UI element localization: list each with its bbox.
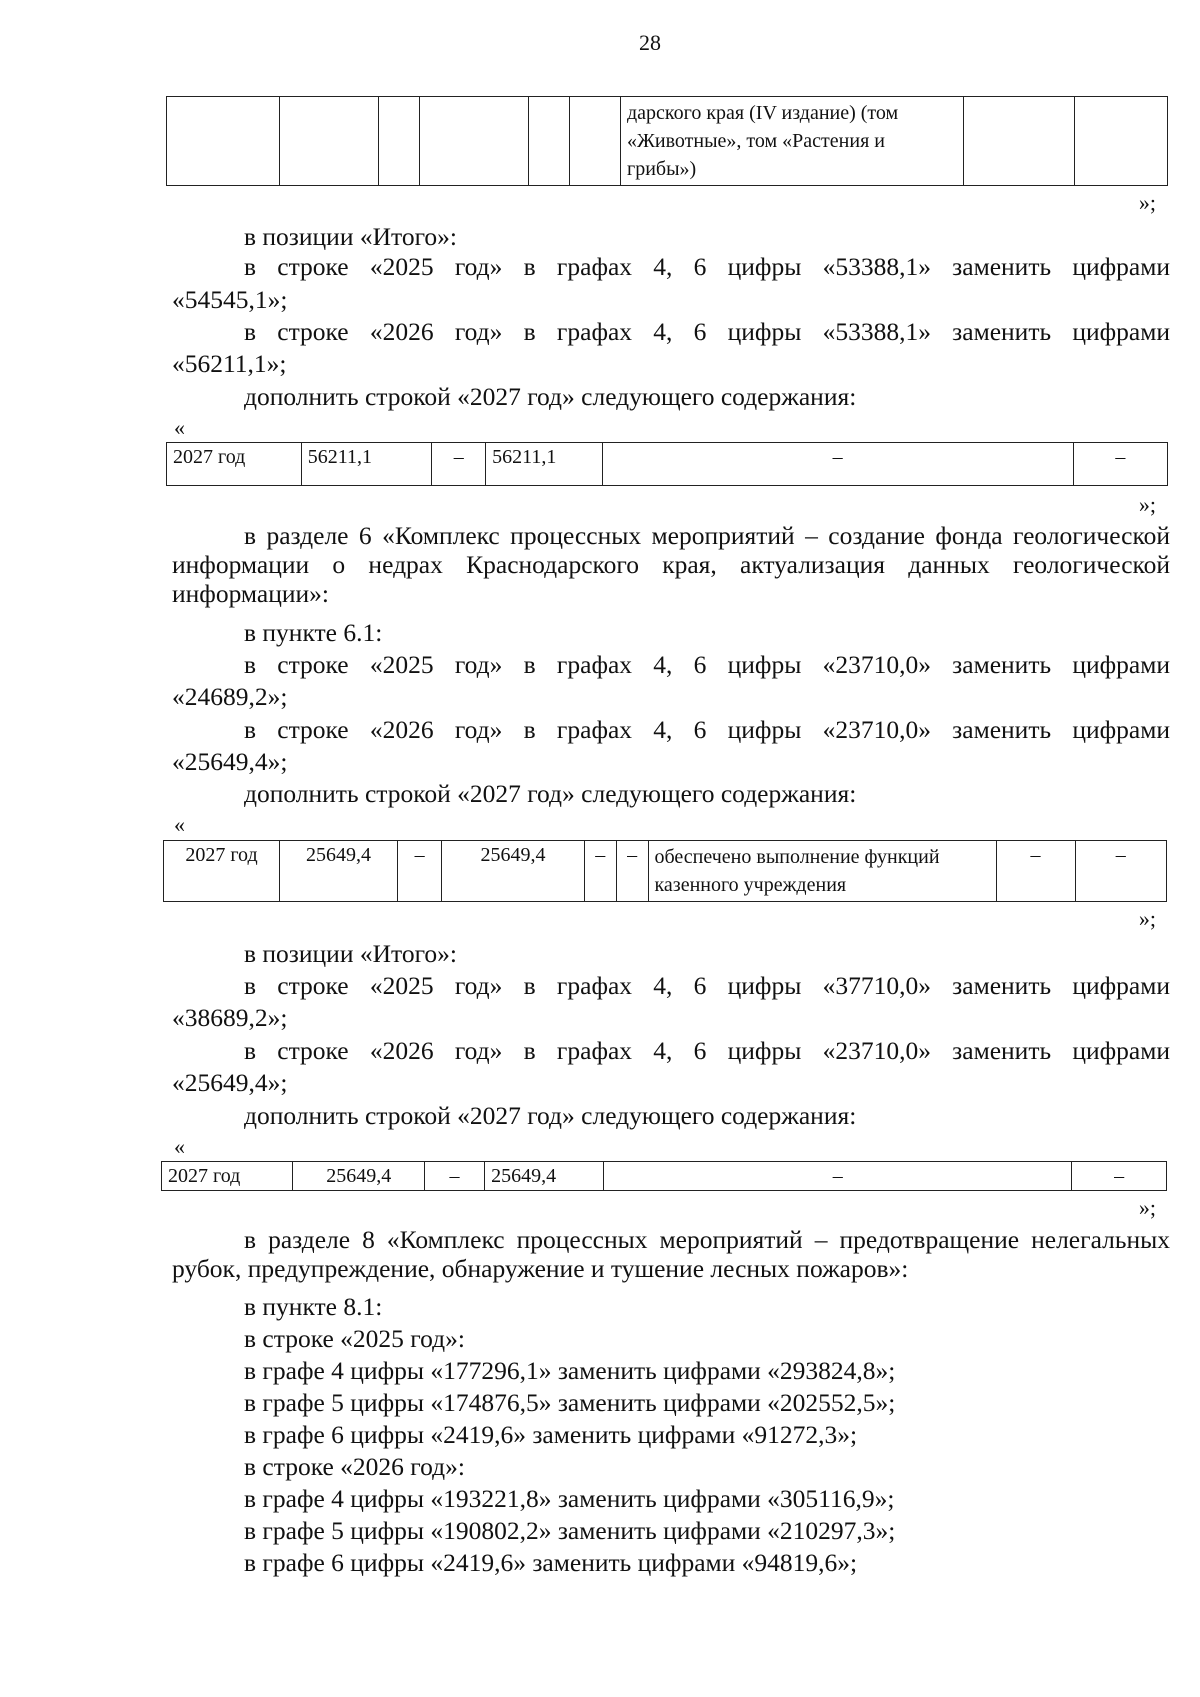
table-2027-itogo [166,442,1168,486]
s6-2026-line: в строке «2026 год» в графах 4, 6 цифры «23710,0» заменить цифрами [244,715,1170,744]
table-row [167,97,1168,186]
table-cell: 2027 год [162,1162,293,1191]
s6-2025-cont: «24689,2»; [172,682,288,711]
close-quote: »; [1138,190,1156,215]
itogo-heading: в позиции «Итого»: [244,222,457,251]
table-cell: – [1075,841,1166,902]
point-6-1: в пункте 6.1: [244,618,383,647]
s6-2026-cont: «25649,4»; [172,747,288,776]
s6-add-row-line: дополнить строкой «2027 год» следующего содержания: [244,779,857,808]
table-cell: – [398,841,442,902]
table-cell: – [616,841,648,902]
table-cell: 25649,4 [485,1162,604,1191]
close-quote: »; [1138,1195,1156,1220]
table-cell: – [1073,443,1167,486]
g5-2026: в графе 5 цифры «190802,2» заменить цифрами «210297,3»; [244,1516,896,1545]
table-cell: 2027 год [167,443,302,486]
open-quote: « [174,415,185,440]
s6-2025-line: в строке «2025 год» в графах 4, 6 цифры «23710,0» заменить цифрами [244,650,1170,679]
g6-2026: в графе 6 цифры «2419,6» заменить цифрами «94819,6»; [244,1548,858,1577]
close-quote: »; [1138,906,1156,931]
row-2026-heading: в строке «2026 год»: [244,1452,465,1481]
table-cell: обеспечено выполнение функций казенного учреждения [648,841,996,902]
section-6-text: в разделе 6 «Комплекс процессных мероприятий – создание фонда геологической информации о недрах Краснодарского края, актуализация данных геологической информации»: [172,521,1170,608]
table-row [167,443,1168,486]
open-quote: « [174,1134,185,1159]
point-8-1: в пункте 8.1: [244,1292,383,1321]
itogo2-add-row-line: дополнить строкой «2027 год» следующего содержания: [244,1101,857,1130]
itogo2-heading: в позиции «Итого»: [244,939,457,968]
g6-2025: в графе 6 цифры «2419,6» заменить цифрами «91272,3»; [244,1420,858,1449]
page-number: 28 [639,30,661,55]
table-row [164,841,1167,902]
table-2027-s6 [163,840,1167,902]
table-cell: – [604,1162,1072,1191]
table-cell: – [584,841,616,902]
table-cell: 56211,1 [486,443,603,486]
g5-2025: в графе 5 цифры «174876,5» заменить цифрами «202552,5»; [244,1388,896,1417]
top-table [166,96,1168,186]
g4-2025: в графе 4 цифры «177296,1» заменить цифрами «293824,8»; [244,1356,896,1385]
itogo2-2025-cont: «38689,2»; [172,1003,288,1032]
open-quote: « [174,812,185,837]
table-cell-text: дарского края (IV издание) (том «Животные», том «Растения и грибы») [621,97,964,186]
table-cell: 25649,4 [280,841,398,902]
itogo-2025-line: в строке «2025 год» в графах 4, 6 цифры «53388,1» заменить цифрами [244,252,1170,281]
section-8-text: в разделе 8 «Комплекс процессных мероприятий – предотвращение нелегальных рубок, предупреждение, обнаружение и тушение лесных пожаров»: [172,1225,1170,1283]
table-cell: 25649,4 [442,841,585,902]
table-cell: – [424,1162,484,1191]
itogo-2025-cont: «54545,1»; [172,285,288,314]
close-quote: »; [1138,492,1156,517]
itogo2-2025-line: в строке «2025 год» в графах 4, 6 цифры «37710,0» заменить цифрами [244,971,1170,1000]
itogo2-2026-cont: «25649,4»; [172,1068,288,1097]
table-cell: – [1072,1162,1167,1191]
table-cell: – [996,841,1075,902]
table-row [162,1162,1167,1191]
itogo2-2026-line: в строке «2026 год» в графах 4, 6 цифры «23710,0» заменить цифрами [244,1036,1170,1065]
row-2025-heading: в строке «2025 год»: [244,1324,465,1353]
table-cell: 2027 год [164,841,280,902]
table-cell: 56211,1 [301,443,432,486]
table-cell: – [602,443,1073,486]
table-cell: 25649,4 [293,1162,424,1191]
itogo-2026-cont: «56211,1»; [172,349,287,378]
table-2027-itogo2 [161,1161,1167,1191]
add-row-line: дополнить строкой «2027 год» следующего содержания: [244,382,857,411]
itogo-2026-line: в строке «2026 год» в графах 4, 6 цифры «53388,1» заменить цифрами [244,317,1170,346]
table-cell: – [432,443,486,486]
g4-2026: в графе 4 цифры «193221,8» заменить цифрами «305116,9»; [244,1484,895,1513]
